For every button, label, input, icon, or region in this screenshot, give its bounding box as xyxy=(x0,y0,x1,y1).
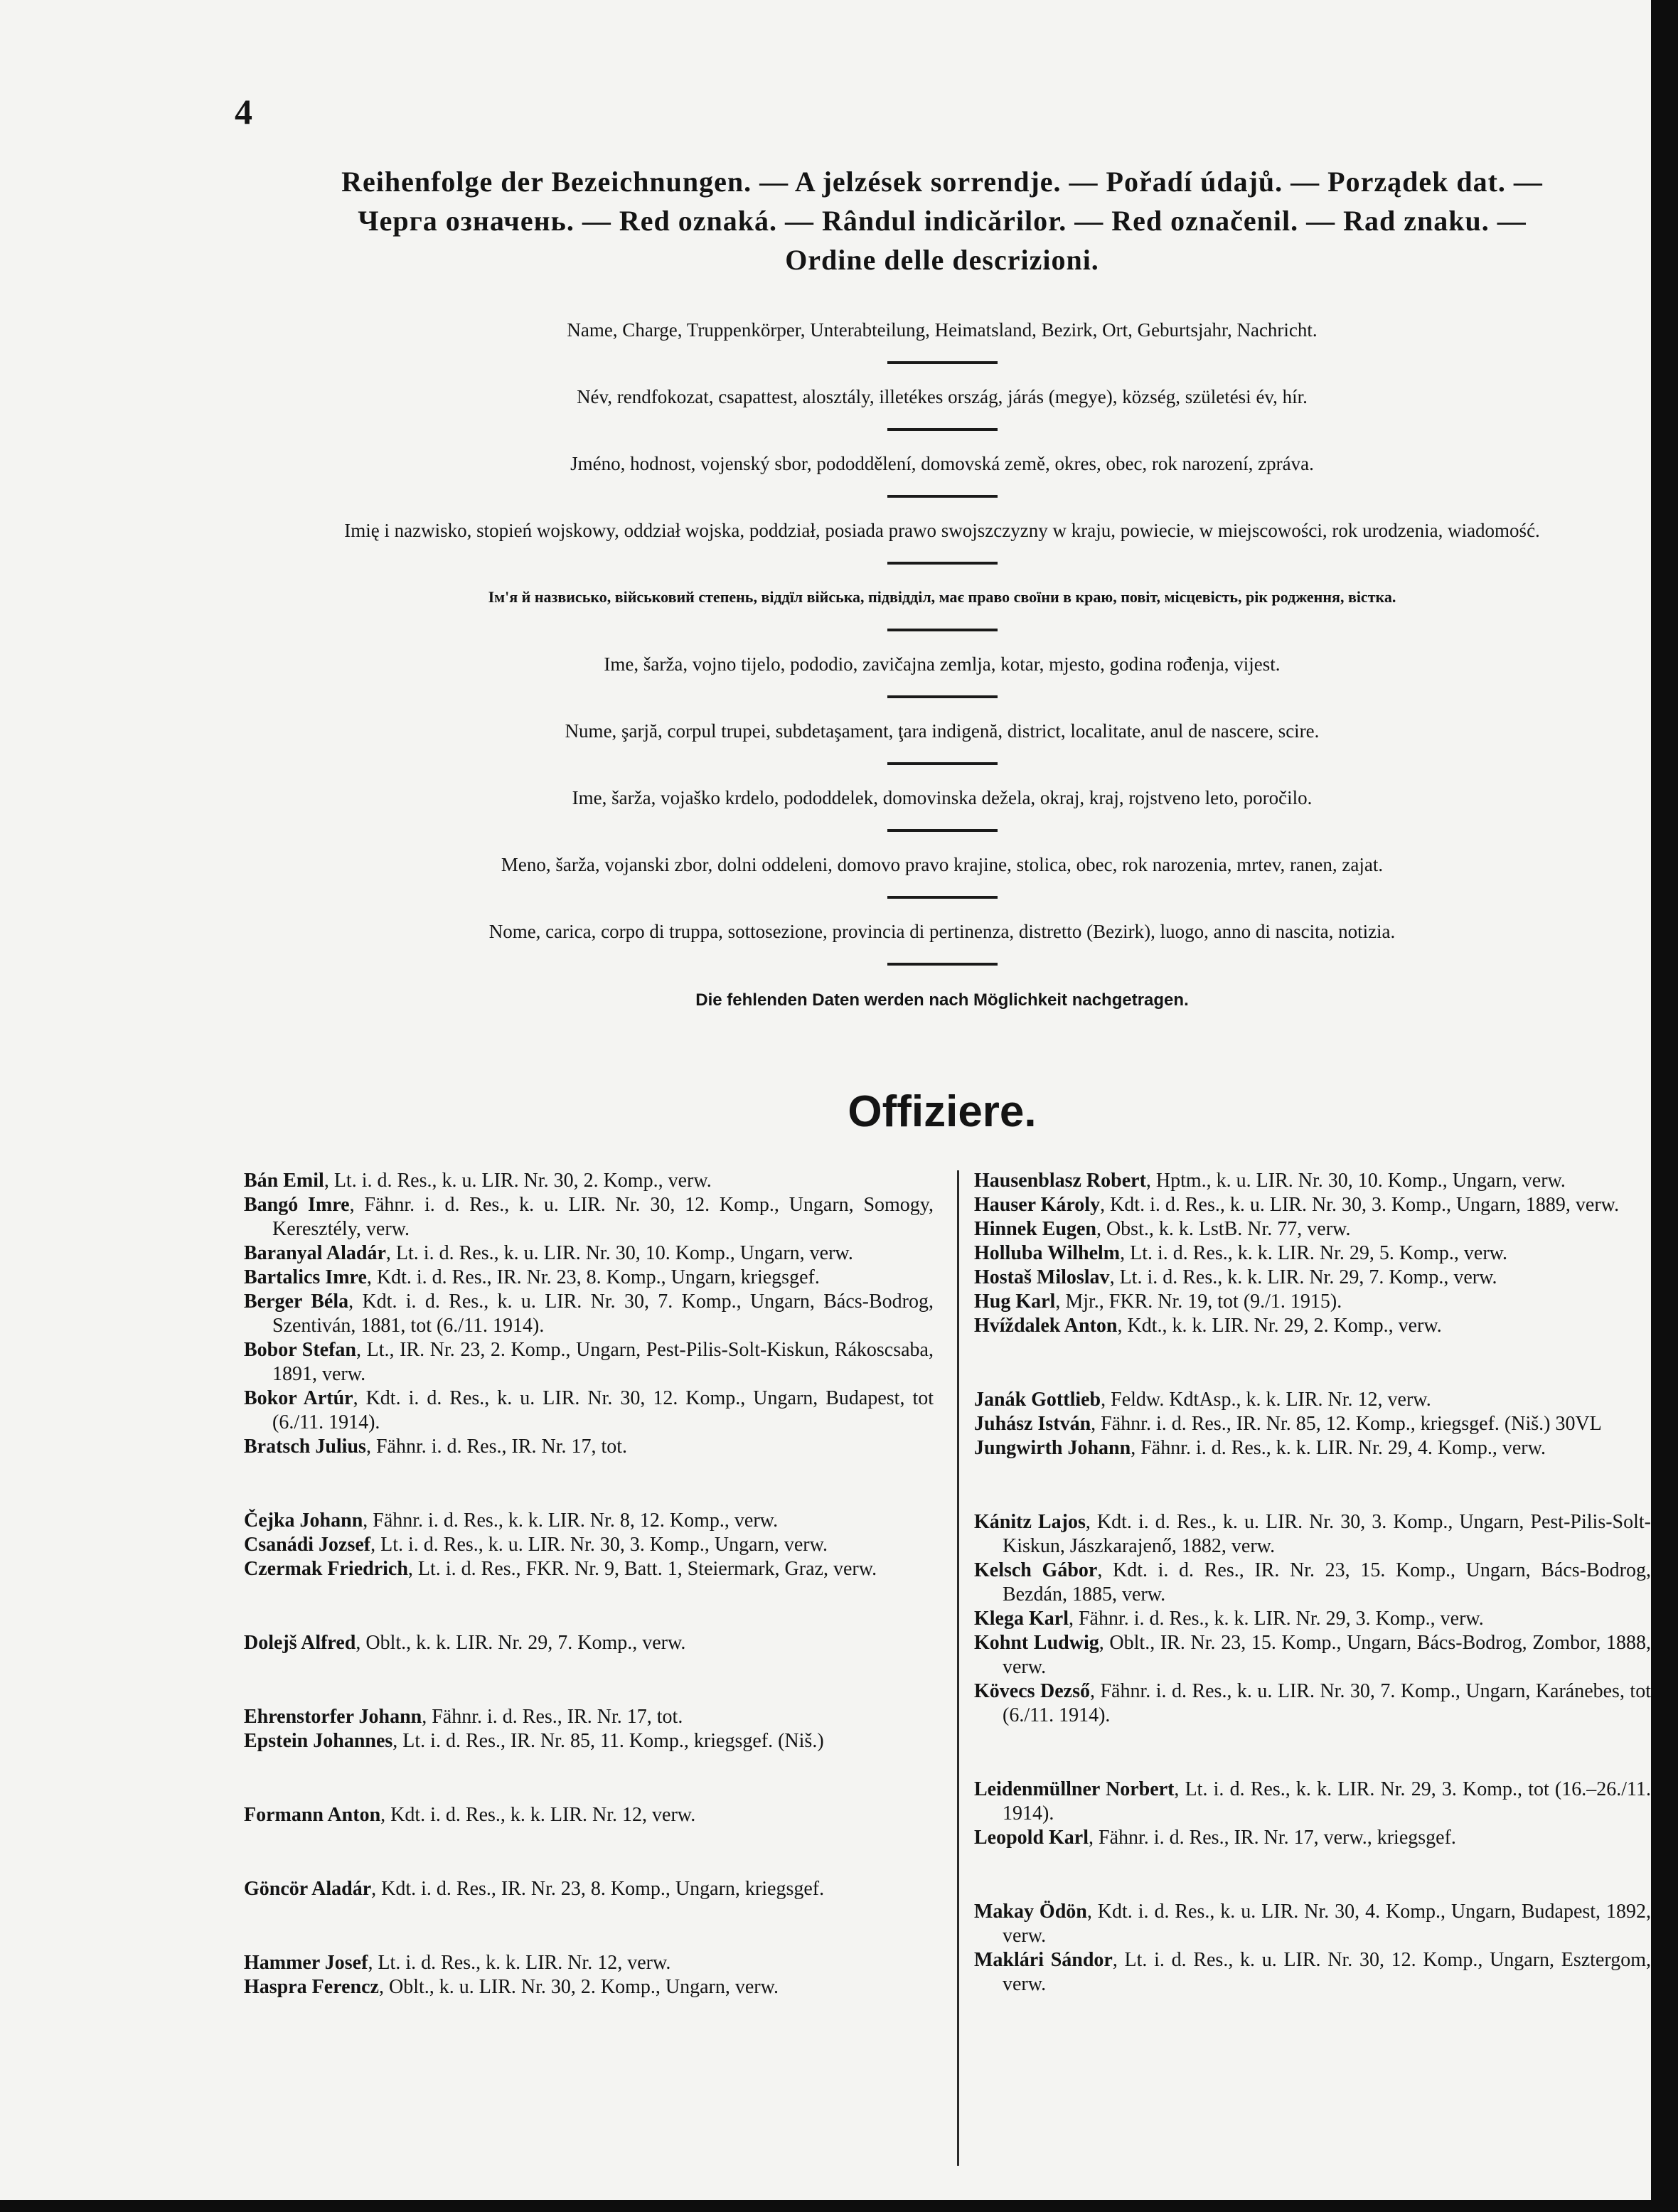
entry-name: Jungwirth Johann xyxy=(974,1437,1131,1459)
entry-details: , Oblt., k. u. LIR. Nr. 30, 2. Komp., Ungarn, verw. xyxy=(378,1976,779,1998)
entry-name: Hinnek Eugen xyxy=(974,1218,1096,1240)
entry-name: Hostaš Miloslav xyxy=(974,1266,1110,1288)
entry-name: Haspra Ferencz xyxy=(244,1976,379,1998)
divider xyxy=(887,896,998,899)
divider xyxy=(887,428,998,431)
divider xyxy=(887,963,998,966)
entry-gap xyxy=(244,1827,934,1877)
entry-details: , Kdt. i. d. Res., IR. Nr. 23, 8. Komp., Ungarn, kriegsgef. xyxy=(371,1878,825,1900)
header-line-1: Reihenfolge der Bezeichnungen. — A jelzések sorrendje. — Pořadí údajů. — Porządek dat. — xyxy=(341,166,1543,198)
entry-gap xyxy=(244,1581,934,1631)
legend-entry-german: Name, Charge, Truppenkörper, Unterabteilung, Heimatsland, Bezirk, Ort, Geburtsjahr, Nachricht. xyxy=(567,319,1318,341)
list-item xyxy=(974,1510,1651,1559)
entry-name: Leidenmüllner Norbert xyxy=(974,1778,1175,1800)
entry-details: , Kdt. i. d. Res., IR. Nr. 23, 8. Komp., Ungarn, kriegsgef. xyxy=(366,1266,820,1288)
entry-gap xyxy=(974,1850,1651,1900)
entry-name: Bán Emil xyxy=(244,1170,324,1192)
list-item xyxy=(974,1559,1651,1607)
entry-details: , Kdt. i. d. Res., k. u. LIR. Nr. 30, 7. Komp., Ungarn, Bács-Bodrog, Szentiván, 1881, tot (6./11. 1914). xyxy=(272,1291,934,1337)
page-number: 4 xyxy=(235,92,252,132)
list-item xyxy=(974,1948,1651,1997)
entry-name: Göncör Aladár xyxy=(244,1878,372,1900)
entry-details: , Lt. i. d. Res., k. u. LIR. Nr. 30, 10. Komp., Ungarn, verw. xyxy=(385,1242,853,1264)
note-missing-data: Die fehlenden Daten werden nach Möglichkeit nachgetragen. xyxy=(695,990,1189,1010)
entry-name: Hug Karl xyxy=(974,1291,1056,1313)
divider xyxy=(887,562,998,565)
header xyxy=(238,162,1646,279)
legend-entry-romanian: Nume, şarjă, corpul trupei, subdetaşament, ţara indigenă, district, localitate, anul de nascere, scire. xyxy=(565,720,1320,742)
entry-name: Bartalics Imre xyxy=(244,1266,367,1288)
entry-name: Csanádi Jozsef xyxy=(244,1534,371,1556)
list-item xyxy=(974,1412,1651,1436)
entry-details: , Fähnr. i. d. Res., IR. Nr. 17, tot. xyxy=(422,1706,683,1728)
entry-name: Kohnt Ludwig xyxy=(974,1632,1099,1654)
entry-details: , Lt. i. d. Res., k. k. LIR. Nr. 29, 3. Komp., tot (16.–26./11. 1914). xyxy=(1003,1778,1652,1824)
entry-name: Holluba Wilhelm xyxy=(974,1242,1121,1264)
entry-details: , Lt. i. d. Res., k. u. LIR. Nr. 30, 2. Komp., verw. xyxy=(324,1170,712,1192)
legend xyxy=(235,316,1650,985)
list-item xyxy=(974,1679,1651,1728)
entry-name: Čejka Johann xyxy=(244,1510,363,1532)
entry-name: Dolejš Alfred xyxy=(244,1632,356,1654)
list-item xyxy=(974,1217,1651,1241)
divider xyxy=(887,762,998,765)
entry-name: Juhász István xyxy=(974,1413,1091,1435)
list-item xyxy=(244,1705,934,1729)
list-item xyxy=(244,1557,934,1581)
list-item xyxy=(244,1951,934,1975)
entry-details: , Lt. i. d. Res., FKR. Nr. 9, Batt. 1, Steiermark, Graz, verw. xyxy=(407,1558,877,1580)
header-line-3: Ordine delle descrizioni. xyxy=(785,244,1099,276)
entry-details: , Kdt. i. d. Res., k. u. LIR. Nr. 30, 4. Komp., Ungarn, Budapest, 1892, verw. xyxy=(1003,1901,1651,1947)
entry-name: Hammer Josef xyxy=(244,1952,368,1974)
entry-details: , Feldw. KdtAsp., k. k. LIR. Nr. 12, verw. xyxy=(1101,1389,1431,1411)
legend-entry-czech: Jméno, hodnost, vojenský sbor, pododdělení, domovská země, okres, obec, rok narození, zpráva. xyxy=(570,453,1314,474)
list-item xyxy=(974,1169,1651,1193)
list-item xyxy=(974,1436,1651,1460)
list-item xyxy=(244,1241,934,1266)
list-item xyxy=(244,1290,934,1338)
entry-details: , Lt. i. d. Res., k. u. LIR. Nr. 30, 3. Komp., Ungarn, verw. xyxy=(370,1534,828,1556)
list-item xyxy=(244,1877,934,1901)
list-item xyxy=(974,1900,1651,1948)
entry-details: , Mjr., FKR. Nr. 19, tot (9./1. 1915). xyxy=(1055,1291,1342,1313)
entry-details: , Kdt., k. k. LIR. Nr. 29, 2. Komp., verw. xyxy=(1117,1315,1442,1337)
entry-name: Bratsch Julius xyxy=(244,1436,366,1458)
entry-gap xyxy=(244,1901,934,1951)
list-item xyxy=(974,1290,1651,1314)
list-item xyxy=(244,1338,934,1386)
list-item xyxy=(244,1169,934,1193)
entry-name: Bokor Artúr xyxy=(244,1387,353,1409)
entry-details: , Fähnr. i. d. Res., k. u. LIR. Nr. 30, 7. Komp., Ungarn, Karánebes, tot (6./11. 1914). xyxy=(1003,1680,1651,1726)
list-item xyxy=(244,1193,934,1241)
entry-name: Janák Gottlieb xyxy=(974,1389,1101,1411)
entry-details: , Kdt. i. d. Res., k. u. LIR. Nr. 30, 3. Komp., Ungarn, Pest-Pilis-Solt-Kiskun, Jászkarajenő, 1882, verw. xyxy=(1003,1511,1651,1557)
list-item xyxy=(974,1607,1651,1631)
entry-name: Hauser Károly xyxy=(974,1194,1101,1216)
list-item xyxy=(244,1803,934,1827)
list-item xyxy=(974,1314,1651,1338)
entry-name: Makay Ödön xyxy=(974,1901,1087,1923)
entry-name: Leopold Karl xyxy=(974,1827,1089,1849)
list-item xyxy=(974,1826,1651,1850)
list-item xyxy=(974,1193,1651,1217)
entry-details: , Fähnr. i. d. Res., IR. Nr. 85, 12. Komp., kriegsgef. (Niš.) 30VL xyxy=(1091,1413,1602,1435)
entry-name: Berger Béla xyxy=(244,1291,349,1313)
entry-details: , Oblt., IR. Nr. 23, 15. Komp., Ungarn, Bács-Bodrog, Zombor, 1888, verw. xyxy=(1003,1632,1652,1678)
list-item xyxy=(244,1533,934,1557)
entry-details: , Kdt. i. d. Res., IR. Nr. 23, 15. Komp., Ungarn, Bács-Bodrog, Bezdán, 1885, verw. xyxy=(1003,1559,1651,1605)
legend-entry-slovenian: Ime, šarža, vojaško krdelo, pododdelek, domovinska dežela, okraj, kraj, rojstveno leto, poročilo. xyxy=(572,787,1313,808)
entry-details: , Fähnr. i. d. Res., k. u. LIR. Nr. 30, 12. Komp., Ungarn, Somogy, Keresztély, verw. xyxy=(272,1194,934,1240)
entry-name: Klega Karl xyxy=(974,1608,1069,1630)
divider xyxy=(887,695,998,698)
entry-details: , Fähnr. i. d. Res., k. k. LIR. Nr. 8, 12. Komp., verw. xyxy=(363,1510,779,1532)
entry-details: , Lt. i. d. Res., k. k. LIR. Nr. 29, 7. Komp., verw. xyxy=(1109,1266,1497,1288)
entry-details: , Lt., IR. Nr. 23, 2. Komp., Ungarn, Pest-Pilis-Solt-Kiskun, Rákoscsaba, 1891, verw. xyxy=(272,1339,934,1385)
divider xyxy=(887,829,998,832)
entry-name: Bangó Imre xyxy=(244,1194,350,1216)
header-line-2: Черга означень. — Red oznaká. — Rândul indicărilor. — Red označenil. — Rad znaku. — xyxy=(358,205,1527,237)
legend-entry-slovak: Meno, šarža, vojanski zbor, dolni oddeleni, domovo pravo krajine, stolica, obec, rok narozenia, mrtev, ranen, zajat. xyxy=(501,854,1384,875)
entry-details: , Lt. i. d. Res., k. k. LIR. Nr. 29, 5. Komp., verw. xyxy=(1120,1242,1508,1264)
entry-details: , Fähnr. i. d. Res., k. k. LIR. Nr. 29, 4. Komp., verw. xyxy=(1131,1437,1546,1459)
entry-name: Maklári Sándor xyxy=(974,1949,1113,1971)
entry-gap xyxy=(244,1459,934,1509)
entry-gap xyxy=(974,1460,1651,1510)
entry-details: , Oblt., k. k. LIR. Nr. 29, 7. Komp., verw. xyxy=(356,1632,686,1654)
entry-name: Hausenblasz Robert xyxy=(974,1170,1146,1192)
entry-name: Baranyal Aladár xyxy=(244,1242,386,1264)
entry-gap xyxy=(244,1753,934,1803)
entry-name: Kánitz Lajos xyxy=(974,1511,1086,1533)
divider xyxy=(887,629,998,631)
list-item xyxy=(974,1266,1651,1290)
divider xyxy=(887,361,998,364)
entry-details: , Kdt. i. d. Res., k. u. LIR. Nr. 30, 3. Komp., Ungarn, 1889, verw. xyxy=(1100,1194,1620,1216)
entry-details: , Obst., k. k. LstB. Nr. 77, verw. xyxy=(1096,1218,1351,1240)
entry-name: Czermak Friedrich xyxy=(244,1558,408,1580)
entry-details: , Fähnr. i. d. Res., IR. Nr. 17, verw., kriegsgef. xyxy=(1089,1827,1456,1849)
scan-edge-bottom xyxy=(0,2200,1678,2212)
entry-name: Bobor Stefan xyxy=(244,1339,356,1361)
entry-details: , Fähnr. i. d. Res., k. k. LIR. Nr. 29, 3. Komp., verw. xyxy=(1068,1608,1484,1630)
section-title: Offiziere. xyxy=(848,1087,1037,1136)
list-item xyxy=(244,1631,934,1655)
list-item xyxy=(974,1778,1651,1826)
entry-gap xyxy=(244,1655,934,1705)
entry-name: Epstein Johannes xyxy=(244,1730,393,1752)
entry-name: Hvíždalek Anton xyxy=(974,1315,1118,1337)
legend-entry-italian: Nome, carica, corpo di truppa, sottosezione, provincia di pertinenza, distretto (Bezirk), luogo, anno di nascita, notizia. xyxy=(488,921,1396,942)
entry-name: Formann Anton xyxy=(244,1804,381,1826)
legend-entry-croatian: Ime, šarža, vojno tijelo, pododio, zavičajna zemlja, kotar, mjesto, godina rođenja, vijest. xyxy=(604,653,1281,675)
entry-details: , Lt. i. d. Res., k. u. LIR. Nr. 30, 12. Komp., Ungarn, Esztergom, verw. xyxy=(1003,1949,1651,1995)
list-item xyxy=(974,1388,1651,1412)
entry-name: Kelsch Gábor xyxy=(974,1559,1098,1581)
list-item xyxy=(244,1975,934,1999)
entry-gap xyxy=(974,1338,1651,1388)
entry-details: , Lt. i. d. Res., k. k. LIR. Nr. 12, verw. xyxy=(368,1952,671,1974)
legend-entry-hungarian: Név, rendfokozat, csapattest, alosztály, illetékes ország, járás (megye), község, születési év, hír. xyxy=(577,386,1308,407)
list-item xyxy=(244,1266,934,1290)
list-item xyxy=(244,1729,934,1753)
right-column xyxy=(974,1169,1651,1997)
entry-details: , Lt. i. d. Res., IR. Nr. 85, 11. Komp., kriegsgef. (Niš.) xyxy=(392,1730,824,1752)
divider xyxy=(887,495,998,498)
entry-details: , Kdt. i. d. Res., k. u. LIR. Nr. 30, 12. Komp., Ungarn, Budapest, tot (6./11. 1914). xyxy=(272,1387,934,1433)
left-column xyxy=(244,1169,934,1999)
entry-details: , Kdt. i. d. Res., k. k. LIR. Nr. 12, verw. xyxy=(380,1804,696,1826)
legend-entry-ukrainian: Ім'я й назвисько, військовий степень, віддїл війська, підвідділ, має право своїни в краю, повіт, місцевість, рік родження, вістка. xyxy=(488,588,1396,606)
list-item xyxy=(974,1631,1651,1679)
entry-details: , Fähnr. i. d. Res., IR. Nr. 17, tot. xyxy=(365,1436,628,1458)
scan-edge-right xyxy=(1651,0,1678,2212)
column-divider xyxy=(957,1170,959,2166)
list-item xyxy=(974,1241,1651,1266)
list-item xyxy=(244,1386,934,1435)
entry-details: , Hptm., k. u. LIR. Nr. 30, 10. Komp., Ungarn, verw. xyxy=(1145,1170,1566,1192)
legend-entry-polish: Imię i nazwisko, stopień wojskowy, oddział wojska, poddział, posiada prawo swojszczyzny w kraju, powiecie, w miejscowości, rok urodzenia, wiadomość. xyxy=(344,520,1540,541)
entry-gap xyxy=(974,1728,1651,1778)
entry-name: Ehrenstorfer Johann xyxy=(244,1706,422,1728)
list-item xyxy=(244,1509,934,1533)
entry-name: Kövecs Dezső xyxy=(974,1680,1090,1702)
list-item xyxy=(244,1435,934,1459)
